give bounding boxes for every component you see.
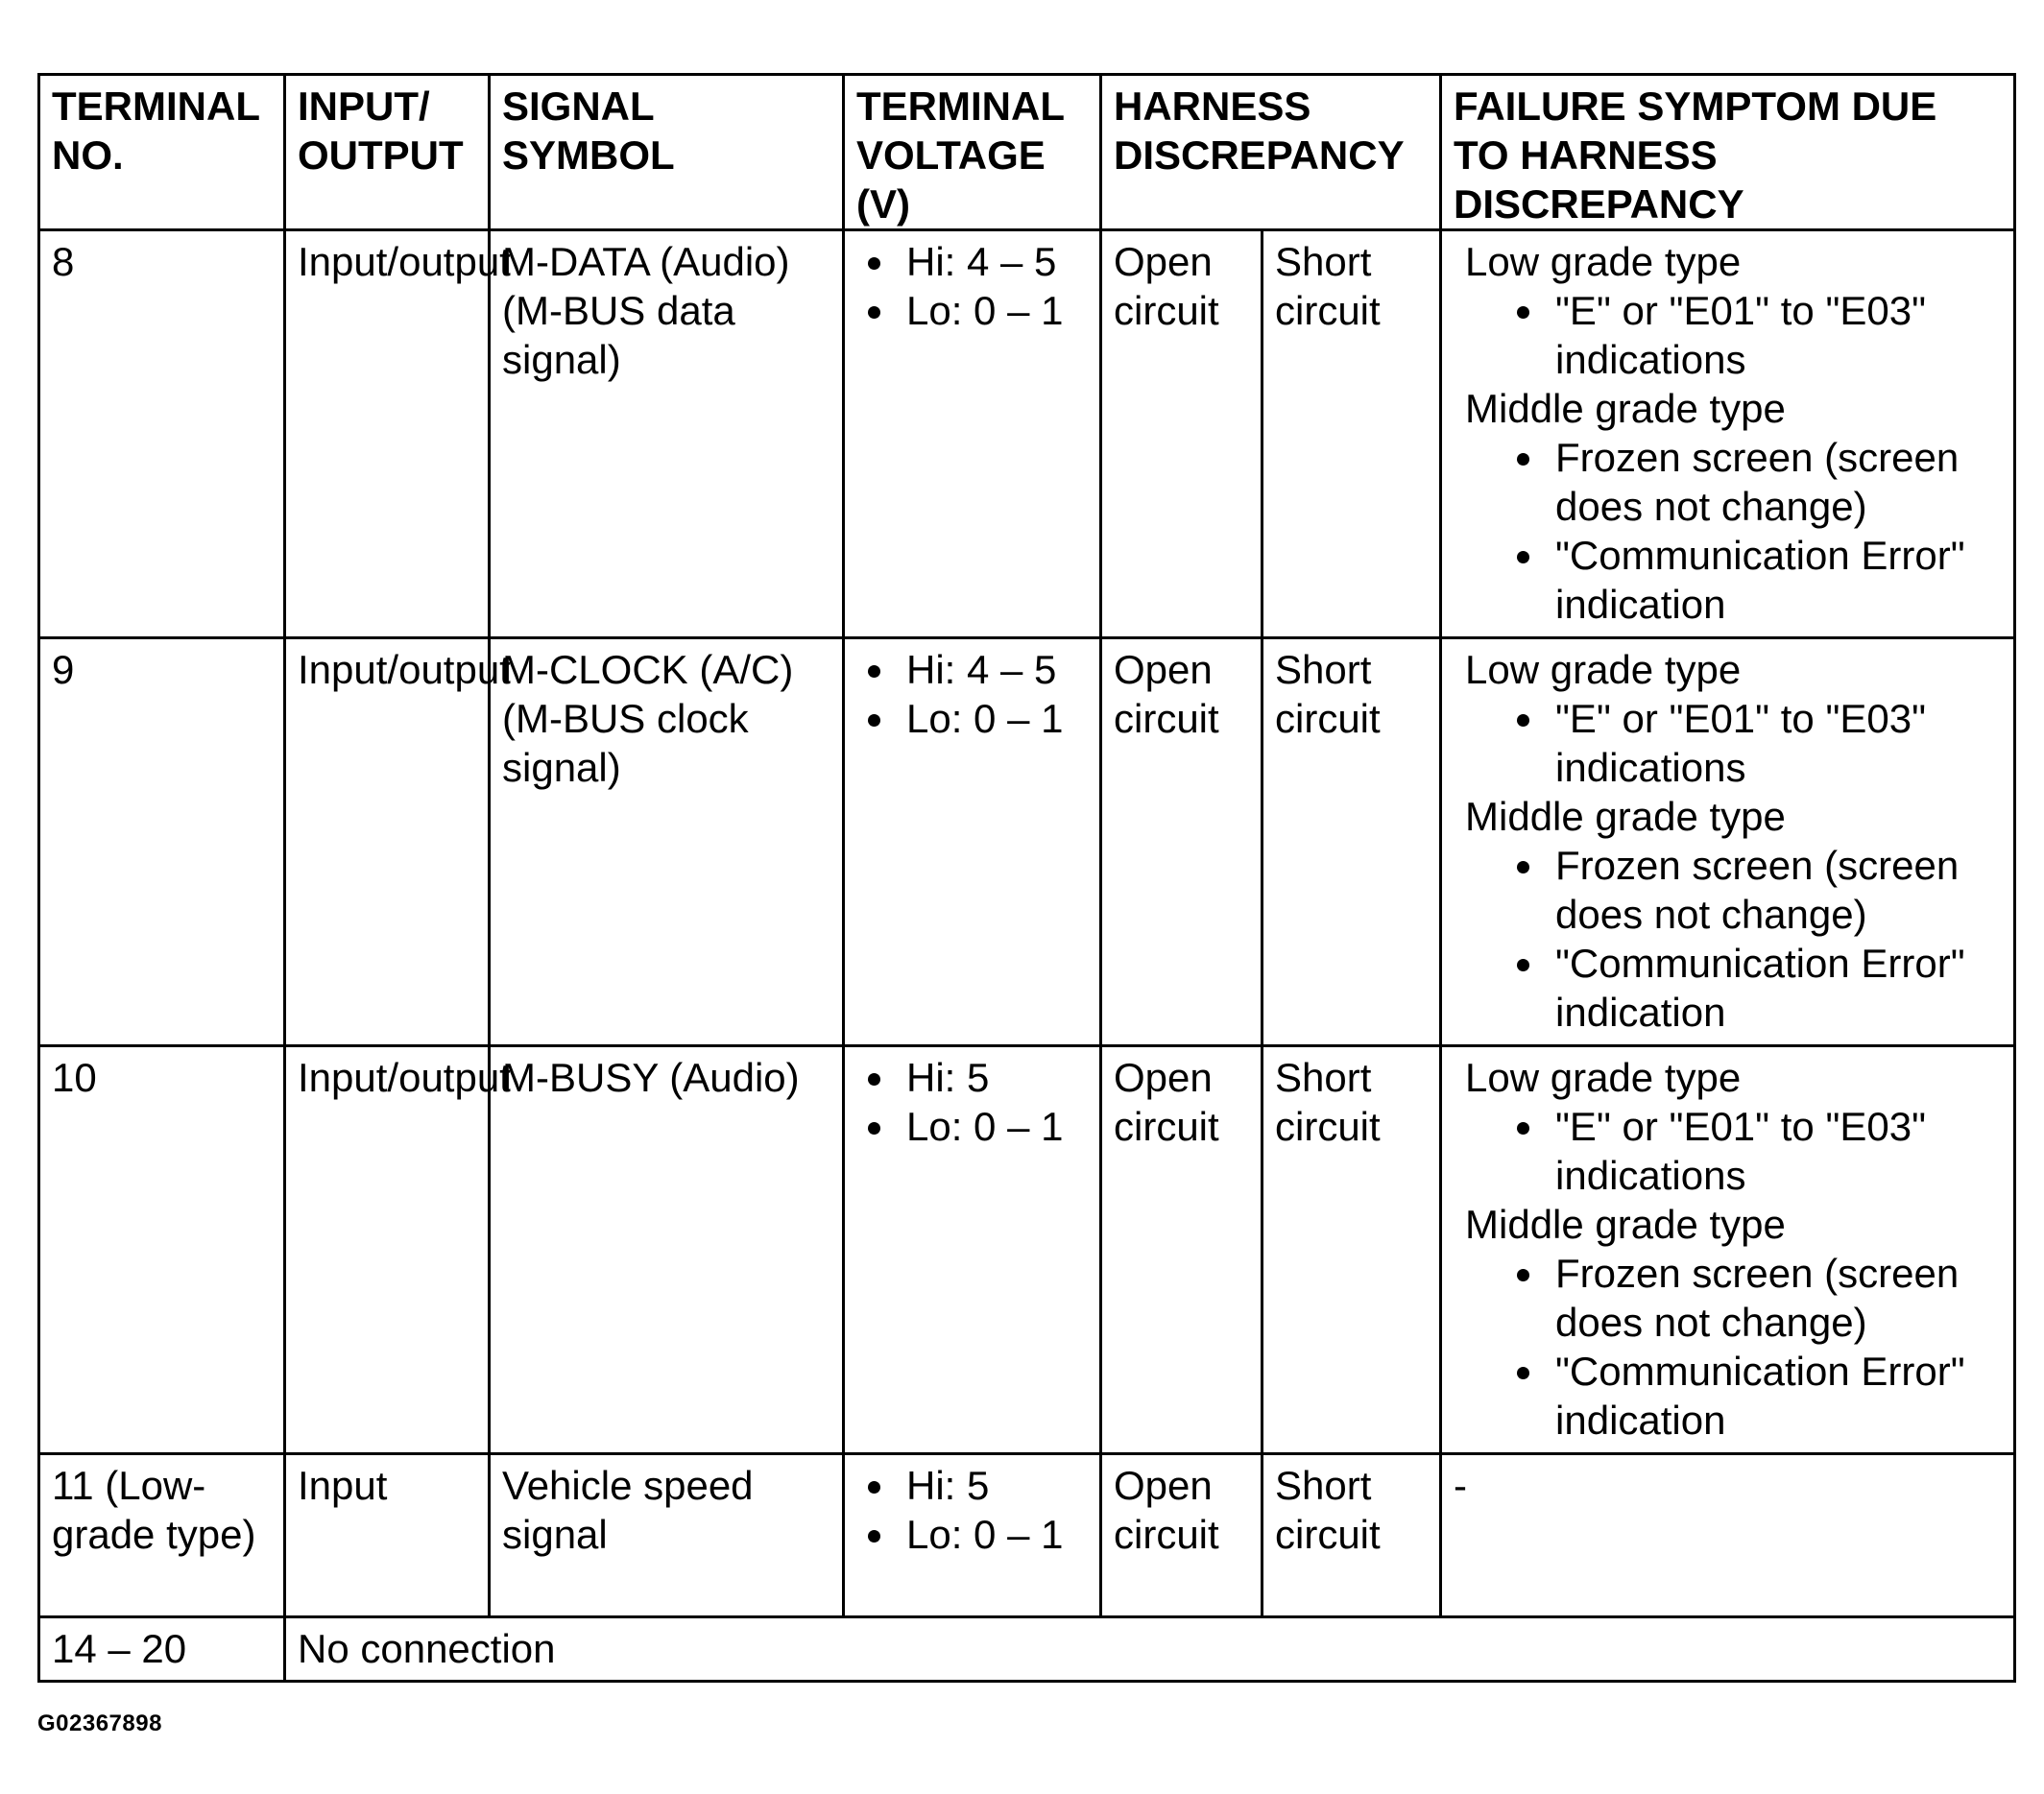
middle-grade-item: • Frozen screen (screen does not change) <box>1548 433 2002 531</box>
voltage-cell <box>844 1454 1101 1617</box>
voltage-hi: • Hi: 5 <box>899 1053 1088 1102</box>
terminal-cell: 8 <box>39 230 285 638</box>
voltage-cell <box>844 1046 1101 1454</box>
io-cell: Input <box>285 1454 490 1617</box>
middle-grade-item: • "Communication Error" indication <box>1548 1347 2002 1445</box>
low-grade-heading: Low grade type <box>1465 1055 1742 1100</box>
voltage-cell <box>844 638 1101 1046</box>
low-grade-heading: Low grade type <box>1465 239 1742 284</box>
open-circuit-cell: Open circuit <box>1101 1454 1262 1617</box>
header-row <box>39 75 2015 230</box>
voltage-hi: • Hi: 4 – 5 <box>899 237 1088 286</box>
short-circuit-cell: Short circuit <box>1262 1454 1441 1617</box>
short-circuit-cell: Short circuit <box>1262 1046 1441 1454</box>
terminal-cell: 9 <box>39 638 285 1046</box>
io-cell: Input/output <box>285 230 490 638</box>
voltage-lo: • Lo: 0 – 1 <box>899 286 1088 335</box>
voltage-hi: • Hi: 4 – 5 <box>899 645 1088 694</box>
voltage-hi: • Hi: 5 <box>899 1461 1088 1510</box>
header-input-output: INPUT/ OUTPUT <box>285 75 490 230</box>
failure-symptom-cell: - <box>1441 1454 2015 1617</box>
failure-symptom-cell <box>1441 638 2015 1046</box>
io-cell: Input/output <box>285 1046 490 1454</box>
voltage-lo: • Lo: 0 – 1 <box>899 694 1088 743</box>
failure-symptom-cell <box>1441 230 2015 638</box>
low-grade-item: • "E" or "E01" to "E03" indications <box>1548 1102 2002 1200</box>
voltage-lo: • Lo: 0 – 1 <box>899 1510 1088 1559</box>
voltage-lo: • Lo: 0 – 1 <box>899 1102 1088 1151</box>
header-terminal-no: TERMINAL NO. <box>39 75 285 230</box>
table-row <box>39 230 2015 638</box>
middle-grade-heading: Middle grade type <box>1465 794 1786 839</box>
table-row <box>39 1454 2015 1617</box>
low-grade-heading: Low grade type <box>1465 647 1742 692</box>
header-signal-symbol: SIGNAL SYMBOL <box>490 75 844 230</box>
figure-id: G02367898 <box>37 1710 162 1736</box>
terminal-table <box>37 73 2016 1683</box>
signal-cell: M-BUSY (Audio) <box>490 1046 844 1454</box>
terminal-cell: 11 (Low-grade type) <box>39 1454 285 1617</box>
middle-grade-heading: Middle grade type <box>1465 1202 1786 1247</box>
voltage-cell <box>844 230 1101 638</box>
low-grade-item: • "E" or "E01" to "E03" indications <box>1548 286 2002 384</box>
open-circuit-cell: Open circuit <box>1101 1046 1262 1454</box>
middle-grade-item: • Frozen screen (screen does not change) <box>1548 1249 2002 1347</box>
low-grade-item: • "E" or "E01" to "E03" indications <box>1548 694 2002 792</box>
header-terminal-voltage: TERMINAL VOLTAGE (V) <box>844 75 1101 230</box>
open-circuit-cell: Open circuit <box>1101 638 1262 1046</box>
failure-symptom-cell <box>1441 1046 2015 1454</box>
middle-grade-heading: Middle grade type <box>1465 386 1786 431</box>
open-circuit-cell: Open circuit <box>1101 230 1262 638</box>
terminal-cell: 14 – 20 <box>39 1617 285 1682</box>
middle-grade-item: • "Communication Error" indication <box>1548 531 2002 629</box>
middle-grade-item: • "Communication Error" indication <box>1548 939 2002 1037</box>
signal-cell: Vehicle speed signal <box>490 1454 844 1617</box>
table-row <box>39 1046 2015 1454</box>
short-circuit-cell: Short circuit <box>1262 230 1441 638</box>
header-failure-symptom: FAILURE SYMPTOM DUE TO HARNESS DISCREPANCY <box>1441 75 2015 230</box>
signal-cell: M-DATA (Audio)(M-BUS data signal) <box>490 230 844 638</box>
no-connection-cell: No connection <box>285 1617 2015 1682</box>
table-row <box>39 1617 2015 1682</box>
header-harness-discrepancy: HARNESS DISCREPANCY <box>1101 75 1441 230</box>
table-row <box>39 638 2015 1046</box>
signal-cell: M-CLOCK (A/C) (M-BUS clock signal) <box>490 638 844 1046</box>
terminal-cell: 10 <box>39 1046 285 1454</box>
middle-grade-item: • Frozen screen (screen does not change) <box>1548 841 2002 939</box>
short-circuit-cell: Short circuit <box>1262 638 1441 1046</box>
io-cell: Input/output <box>285 638 490 1046</box>
